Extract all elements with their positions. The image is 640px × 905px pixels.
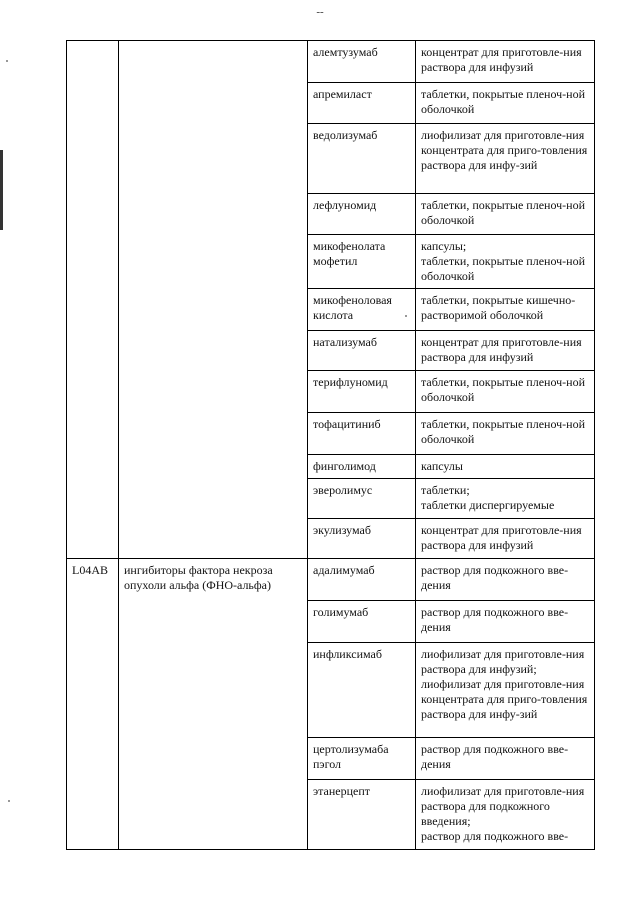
dosage-form-cell	[416, 194, 595, 235]
dosage-form-cell	[416, 559, 595, 601]
drug-name-cell: адалимумаб	[308, 559, 416, 601]
dosage-form-cell	[416, 455, 595, 479]
dosage-form-cell	[416, 738, 595, 780]
drug-name-cell: натализумаб	[308, 331, 416, 371]
scan-speck	[8, 800, 10, 802]
dosage-form-cell	[416, 331, 595, 371]
drug-name-cell: цертолизумаба пэгол	[308, 738, 416, 780]
drug-name-cell: апремиласт	[308, 83, 416, 124]
dosage-form-line: лиофилизат для приготовле-ния концентрата для приго-товления раствора для инфу-зий	[421, 128, 588, 172]
dosage-form-cell	[416, 643, 595, 738]
drug-group-cell	[119, 41, 308, 559]
dosage-form-line: таблетки, покрытые пленоч-ной оболочкой	[421, 417, 586, 446]
atc-code-cell: L04AB	[67, 559, 119, 850]
dosage-form-line: раствор для подкожного вве-дения	[421, 742, 569, 771]
dosage-form-cell	[416, 83, 595, 124]
drug-name-cell: эверолимус	[308, 479, 416, 519]
dosage-form-line: раствор для подкожного вве-	[421, 829, 569, 843]
scan-speck	[6, 60, 8, 62]
medication-table	[66, 40, 595, 850]
dosage-form-line: лиофилизат для приготовле-ния раствора для инфузий;	[421, 647, 585, 676]
drug-name-cell: микофенолата мофетил	[308, 235, 416, 289]
table-body	[67, 41, 595, 850]
dosage-form-line: таблетки, покрытые пленоч-ной оболочкой	[421, 254, 586, 283]
dosage-form-line: раствор для подкожного вве-дения	[421, 563, 569, 592]
drug-name-cell: лефлуномид	[308, 194, 416, 235]
dosage-form-line: концентрат для приготовле-ния раствора для инфузий	[421, 523, 582, 552]
drug-name-cell: алемтузумаб	[308, 41, 416, 83]
drug-name-cell: финголимод	[308, 455, 416, 479]
dosage-form-line: таблетки, покрытые пленоч-ной оболочкой	[421, 198, 586, 227]
drug-name-cell: микофеноловая кислота	[308, 289, 416, 331]
dosage-form-cell	[416, 371, 595, 413]
dosage-form-cell	[416, 124, 595, 194]
drug-name-cell: ведолизумаб	[308, 124, 416, 194]
drug-name-cell: терифлуномид	[308, 371, 416, 413]
page-number: --	[316, 6, 324, 18]
dosage-form-line: таблетки, покрытые пленоч-ной оболочкой	[421, 87, 586, 116]
table-row	[67, 41, 595, 83]
scan-edge-mark	[0, 150, 3, 230]
dosage-form-line: капсулы;	[421, 239, 467, 253]
dosage-form-line: лиофилизат для приготовле-ния концентрата для приго-товления раствора для инфу-зий	[421, 677, 588, 721]
drug-name-cell: экулизумаб	[308, 519, 416, 559]
dosage-form-cell	[416, 601, 595, 643]
dosage-form-line: лиофилизат для приготовле-ния раствора для подкожного введения;	[421, 784, 585, 828]
dosage-form-cell	[416, 41, 595, 83]
dosage-form-cell	[416, 289, 595, 331]
atc-code-cell	[67, 41, 119, 559]
drug-name-cell: тофацитиниб	[308, 413, 416, 455]
drug-name-cell: инфликсимаб	[308, 643, 416, 738]
dosage-form-cell	[416, 479, 595, 519]
dosage-form-cell	[416, 519, 595, 559]
dosage-form-line: таблетки;	[421, 483, 470, 497]
table-row	[67, 559, 595, 601]
dosage-form-cell	[416, 235, 595, 289]
dosage-form-cell	[416, 780, 595, 850]
dosage-form-line: концентрат для приготовле-ния раствора для инфузий	[421, 45, 582, 74]
drug-name-cell: этанерцепт	[308, 780, 416, 850]
dosage-form-line: концентрат для приготовле-ния раствора для инфузий	[421, 335, 582, 364]
scan-speck	[405, 315, 407, 317]
dosage-form-cell	[416, 413, 595, 455]
dosage-form-line: таблетки, покрытые пленоч-ной оболочкой	[421, 375, 586, 404]
dosage-form-line: таблетки, покрытые кишечно-растворимой оболочкой	[421, 293, 576, 322]
dosage-form-line: капсулы	[421, 459, 463, 473]
drug-name-cell: голимумаб	[308, 601, 416, 643]
drug-group-cell: ингибиторы фактора некроза опухоли альфа (ФНО-альфа)	[119, 559, 308, 850]
dosage-form-line: раствор для подкожного вве-дения	[421, 605, 569, 634]
dosage-form-line: таблетки диспергируемые	[421, 498, 555, 512]
